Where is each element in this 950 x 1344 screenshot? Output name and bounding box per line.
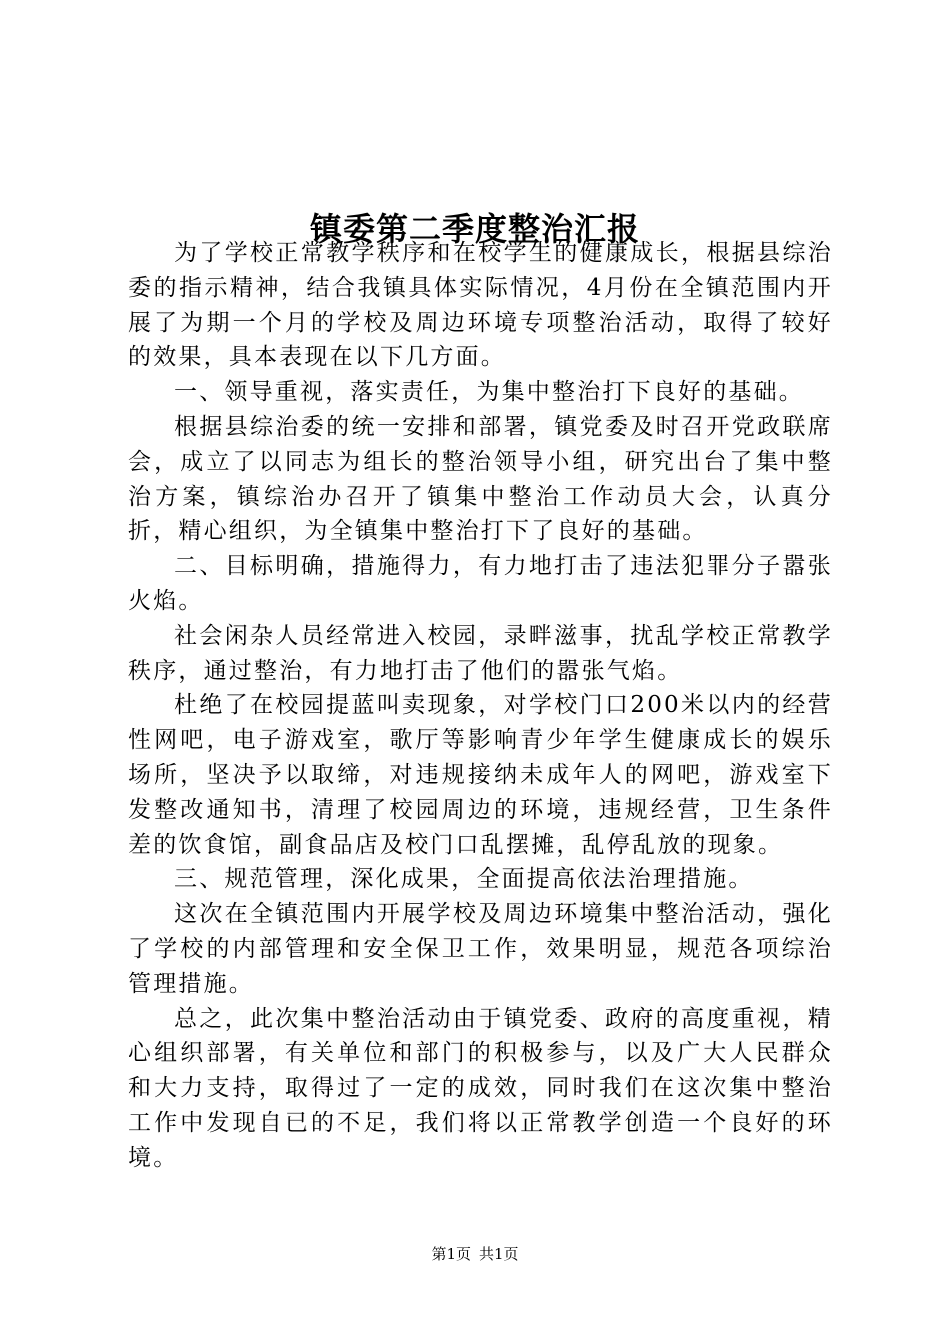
paragraph-section-2b: 杜绝了在校园提蓝叫卖现象，对学校门口200米以内的经营性网吧，电子游戏室，歌厅等影响青少年学生健康成长的娱乐场所，坚决予以取缔，对违规接纳未成年人的网吧，游戏室下发整改通知书，清理了校园周边的环境，违规经营，卫生条件差的饮食馆，副食品店及校门口乱摆摊，乱停乱放的现象。 <box>128 692 833 858</box>
section-heading-2: 二、目标明确，措施得力，有力地打击了违法犯罪分子嚣张火焰。 <box>128 553 833 614</box>
paragraph-section-2a: 社会闲杂人员经常进入校园，录畔滋事，扰乱学校正常教学秩序，通过整治，有力地打击了他们的嚣张气焰。 <box>128 622 833 684</box>
page-total: 共1页 <box>479 1245 519 1263</box>
document-title: 镇委第二季度整治汇报 <box>309 210 640 249</box>
page-number: 第1页 <box>431 1245 471 1263</box>
document-body <box>128 236 833 1176</box>
paragraph-section-1: 根据县综治委的统一安排和部署，镇党委及时召开党政联席会，成立了以同志为组长的整治领导小组，研究出台了集中整治方案，镇综治办召开了镇集中整治工作动员大会，认真分折，精心组织，为全镇集中整治打下了良好的基础。 <box>128 413 833 545</box>
section-heading-3: 三、规范管理，深化成果，全面提高依法治理措施。 <box>174 866 754 893</box>
paragraph-conclusion: 总之，此次集中整治活动由于镇党委、政府的高度重视，精心组织部署，有关单位和部门的积极参与，以及广大人民群众和大力支持，取得过了一定的成效，同时我们在这次集中整治工作中发现自已的不足，我们将以正常教学创造一个良好的环境。 <box>128 1005 833 1171</box>
paragraph-section-3: 这次在全镇范围内开展学校及周边环境集中整治活动，强化了学校的内部管理和安全保卫工作，效果明显，规范各项综治管理措施。 <box>128 901 833 997</box>
section-heading-1: 一、领导重视，落实责任，为集中整治打下良好的基础。 <box>174 379 804 406</box>
paragraph-intro: 为了学校正常教学秩序和在校学生的健康成长，根据县综治委的指示精神，结合我镇具体实际情况，4月份在全镇范围内开展了为期一个月的学校及周边环境专项整治活动，取得了较好的效果，具本表现在以下几方面。 <box>128 240 833 371</box>
page-footer <box>0 1243 950 1265</box>
